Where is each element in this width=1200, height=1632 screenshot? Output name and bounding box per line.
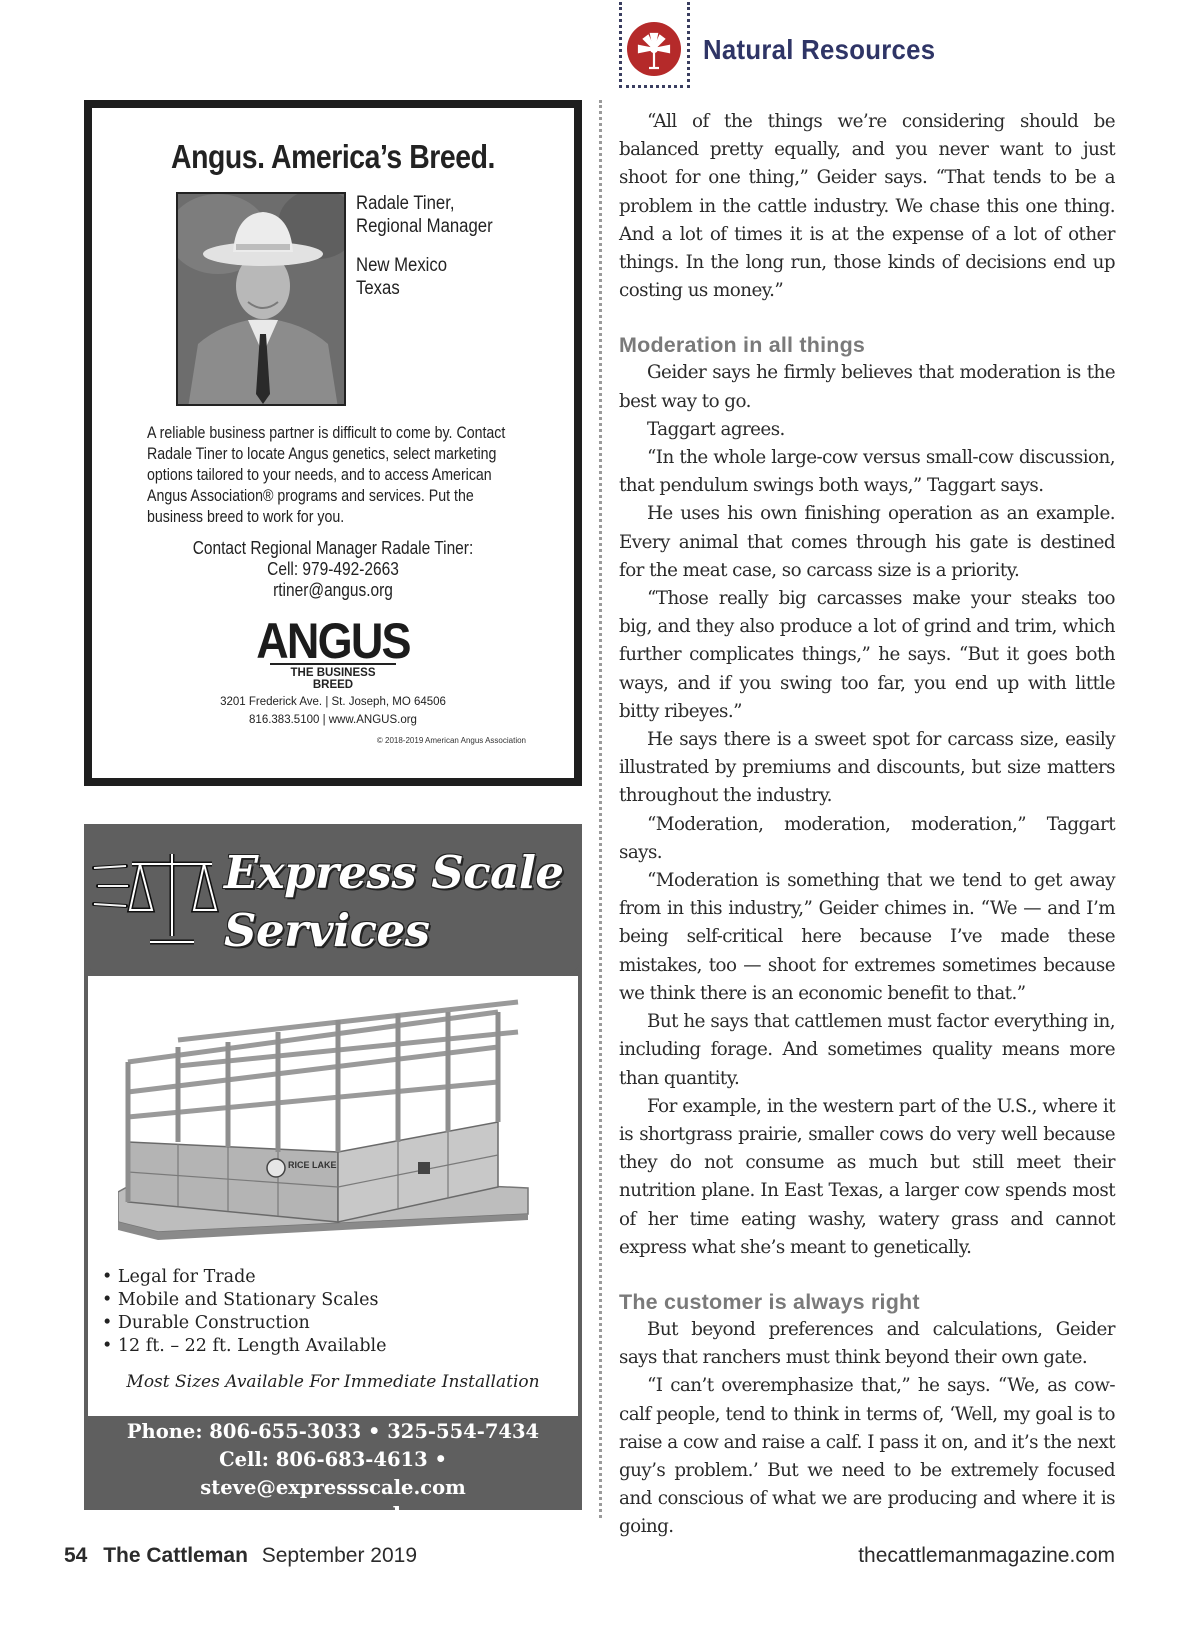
article-paragraph: “Moderation, moderation, moderation,” Taggart says. bbox=[619, 813, 1115, 863]
subhead-moderation: Moderation in all things bbox=[619, 333, 866, 358]
footer-website-link[interactable]: thecattlemanmagazine.com bbox=[858, 1544, 1115, 1567]
angus-contact-block bbox=[92, 538, 574, 601]
livestock-scale-image bbox=[118, 992, 538, 1266]
article-paragraph: But beyond preferences and calculations, Geider says that ranchers must think beyond their own gate. bbox=[619, 1318, 1115, 1369]
feature-item: • Mobile and Stationary Scales bbox=[102, 1289, 386, 1312]
scale-features-list bbox=[102, 1266, 386, 1358]
scale-contact-block bbox=[84, 1418, 582, 1532]
article-body bbox=[619, 108, 1115, 1542]
radale-tiner-photo bbox=[176, 192, 346, 406]
windmill-icon bbox=[627, 22, 681, 76]
region-texas: Texas bbox=[356, 278, 400, 299]
angus-phone-web[interactable]: 816.383.5100 | www.ANGUS.org bbox=[249, 714, 417, 726]
angus-body-text: A reliable business partner is difficult to come by. Contact Radale Tiner to locate Angus genetics, select marketing options tailored to your needs, and to access American Angus Association® programs and services. Put the business breed to work for you. bbox=[147, 424, 506, 526]
article-paragraph: “I can’t overemphasize that,” he says. “We, as cow-calf people, tend to think in terms of, ‘Well, my goal is to raise a cow and raise a calf. I pass it on, and it’s the next guy’s problem.’ But we need to be extremely focused and conscious of what we are producing and where it is going. bbox=[619, 1375, 1115, 1538]
feature-item: • Legal for Trade bbox=[102, 1266, 386, 1289]
angus-address: 3201 Frederick Ave. | St. Joseph, MO 64506 bbox=[220, 696, 446, 708]
article-paragraph: Geider says he firmly believes that moderation is the best way to go. bbox=[619, 362, 1115, 412]
scale-cell-email[interactable]: Cell: 806-683-4613 • steve@expressscale.com bbox=[200, 1448, 466, 1499]
scale-brand-label: RICE LAKE bbox=[288, 1160, 337, 1170]
magazine-name: The Cattleman bbox=[103, 1544, 248, 1567]
article-paragraph: For example, in the western part of the U.S., where it is shortgrass prairie, smaller cows do very well because they do not consume as much but still meet their nutrition plane. In East Texas, a larger cow spends most of her time eating washy, watery grass and cannot express what she’s meant to genetically. bbox=[619, 1095, 1115, 1258]
article-paragraph: He says there is a sweet spot for carcass size, easily illustrated by premiums and discounts, but size matters throughout the industry. bbox=[619, 729, 1115, 807]
angus-address-block bbox=[92, 693, 574, 729]
feature-item: • Durable Construction bbox=[102, 1312, 386, 1335]
scale-tagline: Most Sizes Available For Immediate Installation bbox=[126, 1372, 540, 1392]
section-header bbox=[619, 0, 1059, 92]
contact-heading: Contact Regional Manager Radale Tiner: bbox=[192, 538, 474, 558]
title-line-2: Services bbox=[224, 904, 430, 957]
feature-item: • 12 ft. – 22 ft. Length Available bbox=[102, 1335, 386, 1358]
manager-name: Radale Tiner, bbox=[356, 193, 455, 214]
manager-region-block bbox=[356, 254, 447, 300]
scale-phone: Phone: 806-655-3033 • 325-554-7434 bbox=[126, 1420, 540, 1443]
express-scale-advertisement bbox=[84, 824, 582, 1530]
title-line-1: Express Scale bbox=[224, 846, 564, 899]
scale-website-link[interactable]: www.expressscale.com bbox=[188, 1503, 478, 1530]
page-number: 54 bbox=[64, 1544, 88, 1567]
scales-of-justice-icon bbox=[90, 844, 220, 958]
article-paragraph: Taggart agrees. bbox=[647, 418, 785, 440]
article-paragraph: “All of the things we’re considering should be balanced pretty equally, and you never want to just shoot for one thing,” Geider says. “That tends to be a problem in the cattle industry. We chase this one thing. And a lot of times it is at the expense of a lot of other things. In the long run, those kinds of decisions end up costing us money.” bbox=[619, 111, 1115, 302]
issue-date: September 2019 bbox=[261, 1544, 418, 1567]
contact-email[interactable]: rtiner@angus.org bbox=[273, 580, 393, 600]
page-footer-left bbox=[64, 1544, 417, 1568]
angus-copyright: © 2018-2019 American Angus Association bbox=[376, 736, 526, 745]
angus-headline: Angus. America’s Breed. bbox=[171, 138, 495, 175]
subhead-customer: The customer is always right bbox=[619, 1289, 920, 1314]
angus-tagline: THE BUSINESS BREED bbox=[270, 663, 396, 691]
column-divider bbox=[599, 100, 602, 1518]
article-paragraph: “In the whole large-cow versus small-cow discussion, that pendulum swings both ways,” Taggart says. bbox=[619, 447, 1115, 497]
express-scale-title bbox=[224, 844, 564, 960]
section-title: Natural Resources bbox=[703, 34, 936, 65]
angus-advertisement bbox=[84, 100, 582, 786]
article-paragraph: “Those really big carcasses make your steaks too big, and they also produce a lot of grind and trim, which further complicates things,” he says. “But it goes both ways, and if you swing too far, you end up with little bitty ribeyes.” bbox=[619, 588, 1115, 722]
angus-logo: ANGUS bbox=[256, 613, 410, 669]
region-new-mexico: New Mexico bbox=[356, 255, 448, 276]
manager-title: Regional Manager bbox=[356, 216, 493, 237]
contact-cell: Cell: 979-492-2663 bbox=[267, 559, 399, 579]
article-paragraph: He uses his own finishing operation as an example. Every animal that comes through his gate is destined for the meat case, so carcass size is a priority. bbox=[619, 503, 1115, 581]
article-paragraph: “Moderation is something that we tend to get away from in this industry,” Geider chimes in. “We — and I’m being self-critical here because I’ve made these mistakes, too — shoot for extremes sometimes because we think there is an economic benefit to that.” bbox=[619, 870, 1115, 1004]
article-paragraph: But he says that cattlemen must factor everything in, including forage. And sometimes quality means more than quantity. bbox=[619, 1011, 1115, 1089]
manager-name-block bbox=[356, 192, 493, 238]
